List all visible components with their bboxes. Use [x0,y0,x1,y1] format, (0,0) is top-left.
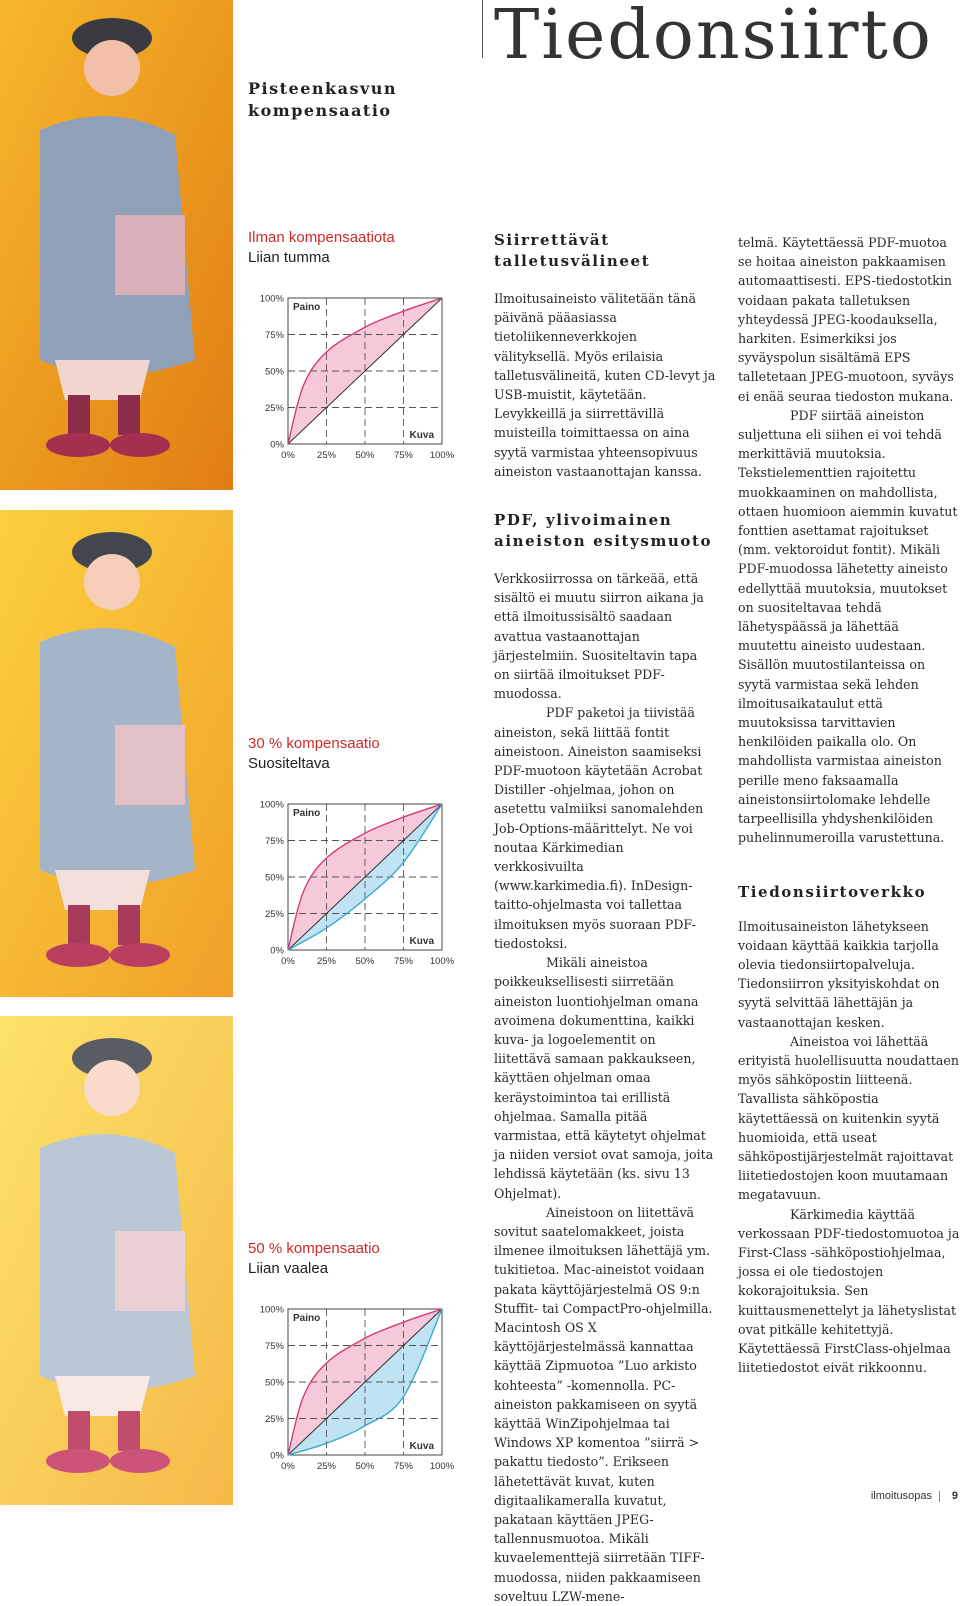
x-tick-label: 100% [429,956,455,967]
x-tick-label: 50% [355,1461,375,1472]
compensation-subtitle-1: Liian tumma [248,249,330,266]
x-axis-label: Kuva [409,430,434,441]
y-tick-label: 100% [259,799,284,811]
publication-name: ilmoitusopas [870,1490,932,1502]
sidebar-heading: Pisteenkasvun kompensaatio [248,79,398,120]
x-tick-label: 25% [316,450,337,461]
y-axis-label: Paino [293,808,321,819]
page-footer [800,1490,960,1505]
tone-curve-svg [244,288,466,478]
clown-photo-30-compensation [0,510,233,997]
compensation-title-2: 30 % kompensaatio [248,735,380,752]
compensation-title-3: 50 % kompensaatio [248,1240,380,1257]
paragraph-email: Aineistoa voi lähettää erityistä huolellisuutta noudattaen myös sähköpostin liitteenä. Tavallista sähköpostia käytettäessä on kuitenkin syytä huomioida, että useat sähköpostijärjestelmät rajoittavat liitetiedostojen koon muutamaan megatavuun. [738,1033,959,1203]
title-divider [482,0,483,58]
text-column-1 [494,230,716,1606]
y-tick-label: 0% [270,945,284,957]
y-tick-label: 50% [264,1377,284,1389]
tone-curve-svg [244,794,466,984]
curve-chart-2 [244,794,466,984]
paragraph-storage-media: Ilmoitusaineisto välitetään tänä päivänä pääasiassa tietoliikenneverkkojen välityksellä. Myös erilaisia talletusvälineitä, kuten CD-levyt ja USB-muistit, käytetään. Levykkeillä ja siirrettävillä muisteilla toimittaessa on aina syytä varmistaa yhteensopivuus aineiston vastaanottajan kanssa. [494,291,716,479]
y-tick-label: 0% [270,1450,284,1462]
y-tick-label: 25% [264,403,284,414]
paragraph-pdf-closed: PDF siirtää aineiston suljettuna eli siihen ei voi tehdä merkittäviä muutoksia. Tekstielementtien rajoitettu muokkaaminen on mahdollista, ottaen huomioon aiemmin kuvatut fonttien asettamat rajoitukset (mm. vektoroidut fontit). Mikäli PDF-muodossa lähetetty aineisto edellyttää muutoksia, muutokset on suositeltavaa tehdä lähetyspäässä ja lähettää muutettu aineisto uudestaan. Sisällön muutostilanteissa on syytä varmistaa sekä lehden ilmoitusaikataulut että muutoksissa tarvittavien henkilöiden paikalla olo. On mahdollista varmistaa aineiston perille meno faksaamalla aineistonsiirtolomake lehdelle tarpeellisilla yhdyshenkilöiden puhelinnumeroilla varustettuna. [738,407,958,846]
curve-chart-3 [244,1299,466,1489]
x-tick-label: 75% [393,1461,414,1472]
y-tick-label: 100% [259,293,284,305]
paragraph-network-services: Ilmoitusaineiston lähetykseen voidaan käyttää kaikkia tarjolla olevia tiedonsiirtopalveluja. Tiedonsiirron yksityiskohdat on syytä selvittää lähettäjän ja vastaanottajan kesken. [738,918,940,1030]
section-heading-pdf: PDF, ylivoimainen aineiston esitysmuoto [494,511,713,551]
x-tick-label: 50% [355,450,375,461]
y-tick-label: 50% [264,366,284,378]
page-number: 9 [951,1490,958,1502]
y-tick-label: 100% [259,1304,284,1316]
y-axis-label: Paino [293,302,321,313]
curve-chart-1 [244,288,466,478]
x-tick-label: 100% [429,1461,455,1472]
compensation-title-1: Ilman kompensaatiota [248,229,395,246]
paragraph-native-documents: Mikäli aineistoa poikkeuksellisesti siirretään aineiston luontiohjelman omana avoimena dokumenttina, kaikki kuva- ja logoelementit on liitettävä samaan pakkaukseen, käyttäen ohjelman omaa keräystoimintoa tai erillistä ohjelmaa. Samalla pitää varmistaa, että käytetyt ohjelmat ja niiden versiot ovat samoja, joita lehdissä käytetään (ks. sivu 13 Ohjelmat). [494,955,714,1201]
y-tick-label: 25% [264,1414,284,1425]
compensation-subtitle-3: Liian vaalea [248,1260,329,1277]
clown-photo-no-compensation [0,0,233,490]
paragraph-pdf-packaging: PDF paketoi ja tiivistää aineiston, sekä liittää fontit aineistoon. Aineiston saamiseksi PDF-muotoon käytetään Acrobat Distiller -ohjelmaa, johon on asetettu valmiiksi sanomalehden Job-Options-määrittelyt. Ne voi noutaa Kärkimedian verkkosivuilta (www.karkimedia.fi). InDesign-taitto-ohjelmasta voi tallettaa ilmoituksen myös suoraan PDF-tiedostoksi. [494,705,704,951]
y-tick-label: 25% [264,909,284,920]
footer-divider [939,1491,940,1502]
x-tick-label: 100% [429,450,455,461]
y-axis-label: Paino [293,1313,321,1324]
compensation-subtitle-2: Suositeltava [248,755,330,772]
clown-photo-50-compensation [0,1016,233,1505]
x-tick-label: 0% [281,450,295,461]
y-tick-label: 75% [264,836,284,847]
x-tick-label: 75% [393,450,414,461]
y-tick-label: 75% [264,330,284,341]
x-axis-label: Kuva [409,1441,434,1452]
tone-curve-svg [244,1299,466,1489]
y-tick-label: 0% [270,439,284,451]
x-tick-label: 25% [316,956,337,967]
paragraph-firstclass: Kärkimedia käyttää verkossaan PDF-tiedostomuotoa ja First-Class -sähköpostiohjelmaa, jossa ei ole tiedostojen kokorajoituksia. Sen kuittausmenettelyt ja lähetyslistat ovat pitkälle kehitettyjä. Käytettäessä FirstClass-ohjelmaa liitetiedostot eivät rikkoonnu. [738,1206,960,1376]
x-tick-label: 25% [316,1461,337,1472]
x-axis-label: Kuva [409,936,434,947]
section-heading-network: Tiedonsiirtoverkko [738,882,927,901]
x-tick-label: 50% [355,956,375,967]
paragraph-compression-cont: telmä. Käytettäessä PDF-muotoa se hoitaa aineiston pakkaamisen automaattisesti. EPS-tiedostotkin voidaan pakata talletuksen yhteydessä JPEG-koodauksella, harkiten. Esimerkiksi jos syväyspolun sisältämä EPS talletetaan JPEG-muotoon, syväys ei enää seuraa tiedoston mukana. [738,235,954,404]
paragraph-pdf-intro: Verkkosiirrossa on tärkeää, että sisältö ei muutu siirron aikana ja että ilmoitussisältö saadaan avattua vastaanottajan järjestelmiin. Suositeltavin tapa on siirtää ilmoitukset PDF-muodossa. [494,571,704,702]
x-tick-label: 0% [281,1461,295,1472]
y-tick-label: 75% [264,1341,284,1352]
page-title: Tiedonsiirto [494,0,933,75]
paragraph-compression: Aineistoon on liitettävä sovitut saatelomakkeet, joista ilmenee ilmoituksen lähettäjä ym. tukitietoa. Mac-aineistot voidaan pakata käyttöjärjestelmä OS 9:n Stuffit- tai CompactPro-ohjelmilla. Macintosh OS X käyttöjärjestelmässä kannattaa käyttää Zipmuotoa ”Luo arkisto kohteesta” -komennolla. PC-aineiston pakkamiseen on syytä käyttää WinZipohjelmaa tai Windows XP komentoa ”siirrä > pakattu tiedosto”. Erikseen lähetettävät kuvat, kuten digitaalikameralla kuvatut, pakataan käyttäen JPEG-tallennusmuotoa. Mikäli kuvaelementtejä siirretään TIFF-muodossa, niiden pakkaamiseen soveltuu LZW-mene- [494,1204,713,1604]
section-heading-storage-media: Siirrettävät talletusvälineet [494,231,651,270]
x-tick-label: 0% [281,956,295,967]
text-column-2 [738,233,960,1377]
y-tick-label: 50% [264,872,284,884]
x-tick-label: 75% [393,956,414,967]
